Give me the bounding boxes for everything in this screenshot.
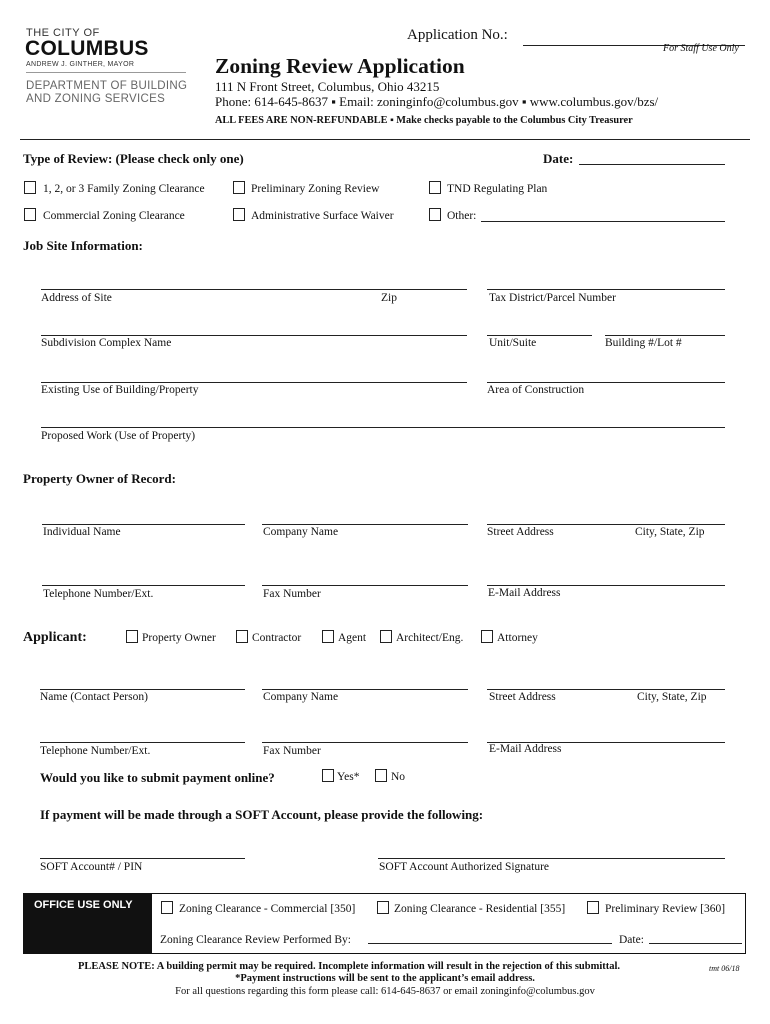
zip-label: Zip (381, 292, 397, 304)
existing-use-field[interactable] (41, 367, 471, 383)
checkbox-role-contractor[interactable] (236, 630, 248, 643)
unit-suite-label: Unit/Suite (489, 337, 537, 349)
subdivision-label: Subdivision Complex Name (41, 337, 172, 349)
owner-city-state-zip-label: City, State, Zip (635, 526, 705, 538)
option-commercial-clearance: Commercial Zoning Clearance (43, 210, 185, 222)
option-surface-waiver: Administrative Surface Waiver (251, 210, 394, 222)
owner-email-underline (487, 585, 725, 586)
applicant-telephone-label: Telephone Number/Ext. (40, 745, 151, 757)
footer-note-payment: *Payment instructions will be sent to the applicant’s email address. (235, 973, 535, 984)
tax-district-underline (487, 289, 725, 290)
owner-street-address-underline (487, 524, 725, 525)
application-no-label: Application No.: (407, 27, 508, 43)
checkbox-family-clearance[interactable] (24, 181, 36, 194)
role-contractor-label: Contractor (252, 632, 302, 644)
address-of-site-field[interactable] (41, 274, 471, 290)
applicant-fax-underline (262, 742, 468, 743)
checkbox-role-attorney[interactable] (481, 630, 493, 643)
applicant-name-label: Name (Contact Person) (40, 691, 148, 703)
owner-individual-name-label: Individual Name (43, 526, 121, 538)
owner-telephone-field[interactable] (42, 570, 249, 586)
proposed-work-underline (41, 427, 725, 428)
role-property-owner-label: Property Owner (142, 632, 216, 644)
applicant-street-address-label: Street Address (489, 691, 556, 703)
applicant-email-field[interactable] (487, 727, 729, 743)
checkbox-preliminary-review[interactable] (233, 181, 245, 194)
job-site-heading: Job Site Information: (23, 238, 143, 253)
review-date-label: Date: (543, 151, 574, 166)
footer-contact: For all questions regarding this form please call: 614-645-8637 or email zoninginfo@columbus.gov (175, 986, 595, 997)
owner-email-field[interactable] (487, 570, 729, 586)
department-name-line2: AND ZONING SERVICES (26, 93, 166, 105)
owner-individual-name-underline (42, 524, 245, 525)
soft-account-field[interactable] (40, 843, 249, 859)
option-family-clearance: 1, 2, or 3 Family Zoning Clearance (43, 183, 205, 195)
address-of-site-label: Address of Site (41, 292, 112, 304)
logo-divider (26, 72, 186, 73)
checkbox-office-commercial[interactable] (161, 901, 173, 914)
checkbox-role-property-owner[interactable] (126, 630, 138, 643)
proposed-work-field[interactable] (41, 412, 729, 428)
office-date-underline (649, 943, 742, 944)
subdivision-underline (41, 335, 467, 336)
checkbox-role-architect[interactable] (380, 630, 392, 643)
owner-heading: Property Owner of Record: (23, 471, 176, 486)
applicant-name-field[interactable] (40, 674, 249, 690)
owner-street-address-field[interactable] (487, 509, 729, 525)
checkbox-office-residential[interactable] (377, 901, 389, 914)
footer-note-permit: PLEASE NOTE: A building permit may be required. Incomplete information will result in the rejection of this submittal. (78, 961, 621, 972)
department-name-line1: DEPARTMENT OF BUILDING (26, 80, 188, 92)
performed-by-label: Zoning Clearance Review Performed By: (160, 934, 351, 946)
logo-line-city-of: THE CITY OF (26, 27, 100, 39)
soft-signature-underline (378, 858, 725, 859)
review-date-field[interactable] (579, 149, 729, 165)
applicant-street-address-underline (487, 689, 725, 690)
review-date-underline (579, 164, 725, 165)
applicant-telephone-field[interactable] (40, 727, 249, 743)
applicant-telephone-underline (40, 742, 245, 743)
office-use-label: OFFICE USE ONLY (34, 899, 133, 911)
office-residential-label: Zoning Clearance - Residential [355] (394, 903, 566, 915)
page-title: Zoning Review Application (215, 54, 465, 78)
area-construction-label: Area of Construction (487, 384, 585, 396)
owner-company-name-underline (262, 524, 468, 525)
checkbox-payment-yes[interactable] (322, 769, 334, 782)
fees-notice: ALL FEES ARE NON-REFUNDABLE ▪ Make checks payable to the Columbus City Treasurer (215, 115, 633, 126)
unit-suite-underline (487, 335, 592, 336)
option-preliminary-review: Preliminary Zoning Review (251, 183, 380, 195)
tax-district-label: Tax District/Parcel Number (489, 292, 616, 304)
subdivision-field[interactable] (41, 320, 471, 336)
office-preliminary-label: Preliminary Review [360] (605, 903, 726, 915)
review-type-heading: Type of Review: (Please check only one) (23, 151, 244, 166)
logo-columbus: COLUMBUS (25, 37, 149, 60)
soft-signature-label: SOFT Account Authorized Signature (379, 861, 550, 873)
checkbox-tnd-plan[interactable] (429, 181, 441, 194)
area-construction-field[interactable] (487, 367, 729, 383)
role-architect-label: Architect/Eng. (396, 632, 464, 644)
role-attorney-label: Attorney (497, 632, 538, 644)
applicant-fax-field[interactable] (262, 727, 472, 743)
building-lot-field[interactable] (605, 320, 729, 336)
applicant-name-underline (40, 689, 245, 690)
owner-telephone-label: Telephone Number/Ext. (43, 588, 154, 600)
role-agent-label: Agent (338, 632, 367, 644)
checkbox-payment-no[interactable] (375, 769, 387, 782)
soft-account-label: SOFT Account# / PIN (40, 861, 143, 873)
applicant-email-label: E-Mail Address (489, 743, 562, 755)
other-underline (481, 221, 725, 222)
other-field[interactable] (481, 206, 729, 222)
area-construction-underline (487, 382, 725, 383)
option-other: Other: (447, 210, 477, 222)
applicant-company-field[interactable] (262, 674, 472, 690)
address-of-site-underline (41, 289, 467, 290)
proposed-work-label: Proposed Work (Use of Property) (41, 430, 196, 442)
checkbox-role-agent[interactable] (322, 630, 334, 643)
owner-company-name-field[interactable] (262, 509, 472, 525)
owner-individual-name-field[interactable] (42, 509, 249, 525)
applicant-company-label: Company Name (263, 691, 339, 703)
owner-email-label: E-Mail Address (488, 587, 561, 599)
office-contact: Phone: 614-645-8637 ▪ Email: zoninginfo@columbus.gov ▪ www.columbus.gov/bzs/ (215, 94, 659, 109)
performed-by-underline (368, 943, 612, 944)
soft-signature-field[interactable] (378, 843, 729, 859)
logo-mayor: ANDREW J. GINTHER, MAYOR (26, 61, 135, 68)
unit-suite-field[interactable] (487, 320, 596, 336)
office-commercial-label: Zoning Clearance - Commercial [350] (179, 903, 356, 915)
applicant-heading: Applicant: (23, 630, 87, 645)
owner-company-name-label: Company Name (263, 526, 339, 538)
owner-fax-underline (262, 585, 468, 586)
owner-fax-field[interactable] (262, 570, 472, 586)
tax-district-field[interactable] (487, 274, 729, 290)
payment-no-label: No (391, 771, 406, 783)
checkbox-office-preliminary[interactable] (587, 901, 599, 914)
office-date-label: Date: (619, 934, 644, 946)
staff-use-note: For Staff Use Only (663, 43, 739, 54)
office-address: 111 N Front Street, Columbus, Ohio 43215 (215, 79, 440, 94)
soft-account-heading: If payment will be made through a SOFT Account, please provide the following: (40, 807, 484, 822)
building-lot-underline (605, 335, 725, 336)
online-payment-question: Would you like to submit payment online? (40, 770, 275, 785)
building-lot-label: Building #/Lot # (605, 337, 682, 349)
owner-telephone-underline (42, 585, 245, 586)
checkbox-commercial-clearance[interactable] (24, 208, 36, 221)
option-tnd-plan: TND Regulating Plan (447, 183, 548, 195)
applicant-company-underline (262, 689, 468, 690)
checkbox-other[interactable] (429, 208, 441, 221)
applicant-fax-label: Fax Number (263, 745, 321, 757)
header-divider (20, 139, 750, 140)
footer-form-code: tmt 06/18 (709, 964, 740, 973)
applicant-city-state-zip-label: City, State, Zip (637, 691, 707, 703)
owner-street-address-label: Street Address (487, 526, 554, 538)
owner-fax-label: Fax Number (263, 588, 321, 600)
existing-use-label: Existing Use of Building/Property (41, 384, 199, 396)
checkbox-surface-waiver[interactable] (233, 208, 245, 221)
soft-account-underline (40, 858, 245, 859)
applicant-street-address-field[interactable] (487, 674, 729, 690)
payment-yes-label: Yes* (337, 771, 360, 783)
existing-use-underline (41, 382, 467, 383)
